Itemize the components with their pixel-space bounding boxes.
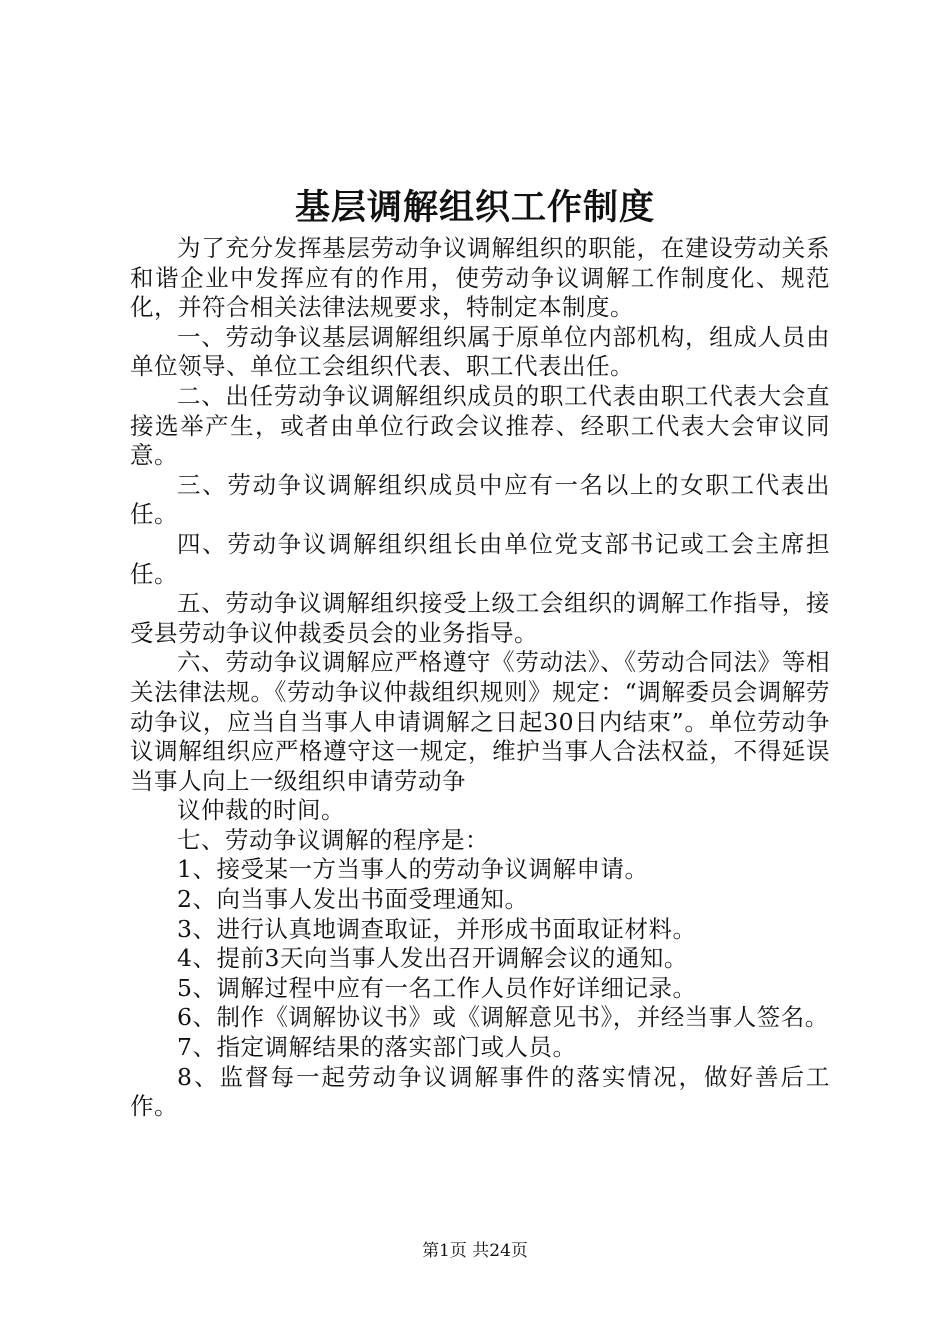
paragraph-intro: 为了充分发挥基层劳动争议调解组织的职能，在建设劳动关系和谐企业中发挥应有的作用，使劳动争议调解工作制度化、规范化，并符合相关法律法规要求，特制定本制度。 [130, 234, 830, 322]
paragraph-item-4: 四、劳动争议调解组织组长由单位党支部书记或工会主席担任。 [130, 529, 830, 588]
paragraph-item-5: 五、劳动争议调解组织接受上级工会组织的调解工作指导，接受县劳动争议仲裁委员会的业务指导。 [130, 589, 830, 647]
procedure-step-1: 1、接受某一方当事人的劳动争议调解申请。 [177, 855, 649, 884]
paragraph-item-3: 三、劳动争议调解组织成员中应有一名以上的女职工代表出任。 [130, 470, 830, 529]
procedure-step-7: 7、指定调解结果的落实部门或人员。 [177, 1033, 577, 1062]
paragraph-item-6: 六、劳动争议调解应严格遵守《劳动法》、《劳动合同法》等相关法律法规。《劳动争议仲裁组织规则》规定：“调解委员会调解劳动争议，应当自当事人申请调解之日起30日内结束”。单位劳动争议调解组织应严格遵守这一规定，维护当事人合法权益，不得延误当事人向上一级组织申请劳动争 [130, 648, 830, 795]
document-body [130, 234, 830, 1122]
document-title: 基层调解组织工作制度 [294, 188, 655, 228]
procedure-step-4: 4、提前3天向当事人发出召开调解会议的通知。 [177, 944, 688, 973]
procedure-step-6: 6、制作《调解协议书》或《调解意见书》，并经当事人签名。 [177, 1003, 829, 1032]
paragraph-item-2: 二、出任劳动争议调解组织成员的职工代表由职工代表大会直接选举产生，或者由单位行政会议推荐、经职工代表大会审议同意。 [130, 381, 830, 470]
paragraph-item-7: 七、劳动争议调解的程序是： [177, 825, 489, 854]
procedure-step-2: 2、向当事人发出书面受理通知。 [177, 885, 529, 914]
procedure-step-3: 3、进行认真地调查取证，并形成书面取证材料。 [177, 914, 697, 943]
paragraph-item-1: 一、劳动争议基层调解组织属于原单位内部机构，组成人员由单位领导、单位工会组织代表、职工代表出任。 [130, 322, 830, 381]
page-number-footer: 第1页 共24页 [422, 1241, 528, 1261]
procedure-step-8: 8、监督每一起劳动争议调解事件的落实情况，做好善后工作。 [130, 1062, 830, 1121]
procedure-step-5: 5、调解过程中应有一名工作人员作好详细记录。 [177, 973, 697, 1002]
paragraph-item-6-continued: 议仲裁的时间。 [177, 796, 345, 825]
